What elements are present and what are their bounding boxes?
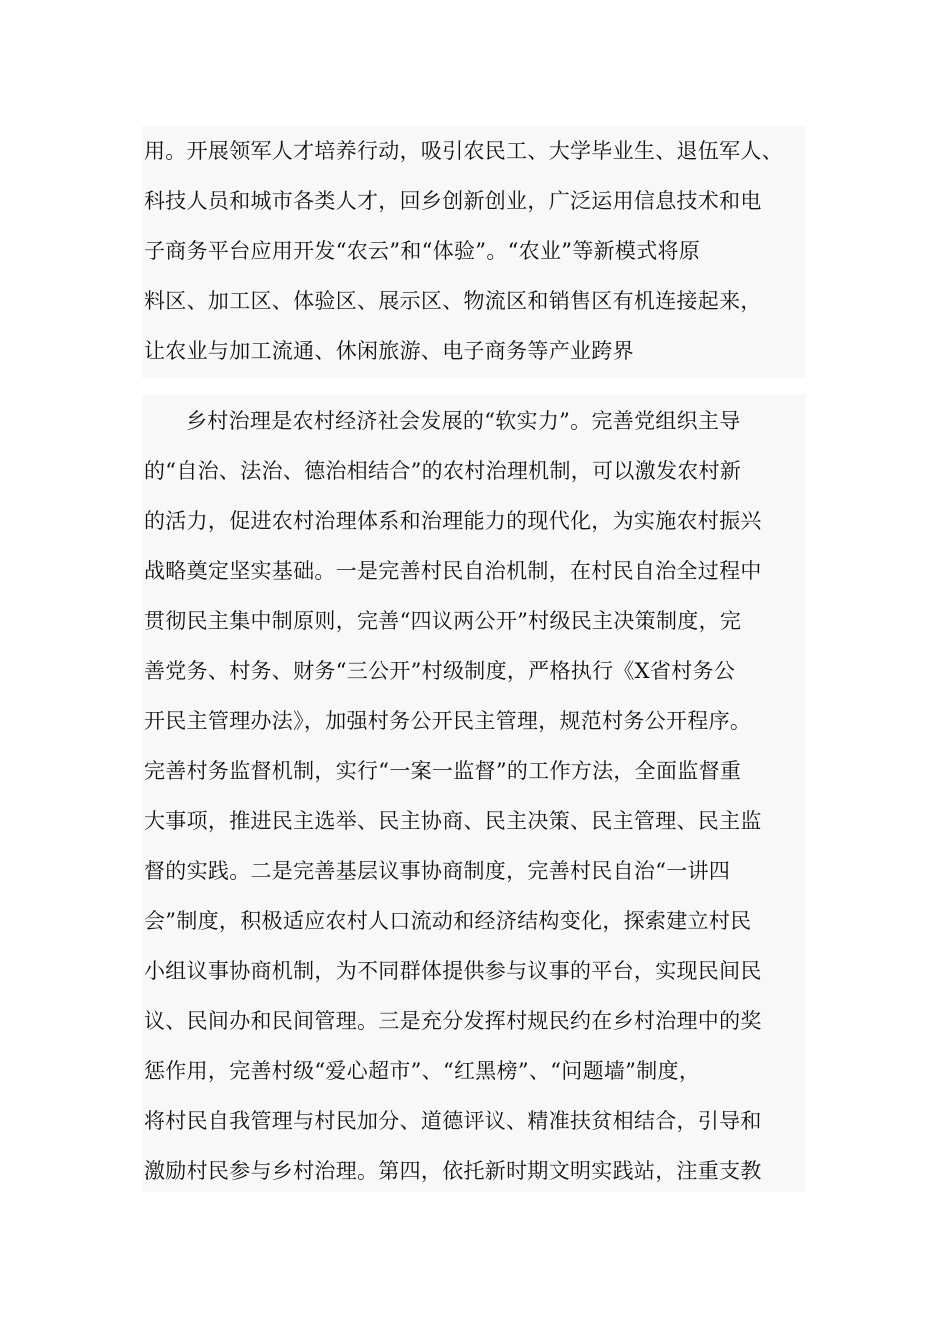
paragraph-1-line-5: 让农业与加工流通、休闲旅游、电子商务等产业跨界: [144, 339, 634, 363]
paragraph-2-line-16: 激励村民参与乡村治理。第四，依托新时期文明实践站，注重支教: [144, 1159, 762, 1183]
paragraph-2-line-1: 乡村治理是农村经济社会发展的“软实力”。完善党组织主导: [186, 409, 741, 433]
paragraph-2-line-9: 大事项，推进民主选举、民主协商、民主决策、民主管理、民主监: [144, 809, 762, 833]
paragraph-1-line-2: 科技人员和城市各类人才，回乡创新创业，广泛运用信息技术和电: [144, 189, 762, 213]
paragraph-2-line-15: 将村民自我管理与村民加分、道德评议、精准扶贫相结合，引导和: [144, 1109, 762, 1133]
paragraph-2-line-4: 战略奠定坚实基础。一是完善村民自治机制，在村民自治全过程中: [144, 559, 762, 583]
paragraph-1: [142, 126, 806, 378]
paragraph-1-line-1: 用。开展领军人才培养行动，吸引农民工、大学毕业生、退伍军人、: [144, 139, 783, 163]
paragraph-2-line-6: 善党务、村务、财务“三公开”村级制度，严格执行《X省村务公: [144, 659, 736, 683]
paragraph-2-line-10: 督的实践。二是完善基层议事协商制度，完善村民自治“一讲四: [144, 859, 731, 883]
paragraph-2-line-7: 开民主管理办法》，加强村务公开民主管理，规范村务公开程序。: [144, 709, 752, 733]
paragraph-2-line-12: 小组议事协商机制，为不同群体提供参与议事的平台，实现民间民: [144, 959, 762, 983]
paragraph-2-line-8: 完善村务监督机制，实行“一案一监督”的工作方法，全面监督重: [144, 759, 742, 783]
paragraph-2-line-13: 议、民间办和民间管理。三是充分发挥村规民约在乡村治理中的奖: [144, 1009, 762, 1033]
paragraph-1-line-3: 子商务平台应用开发“农云”和“体验”。“农业”等新模式将原: [144, 239, 701, 263]
paragraph-1-line-4: 料区、加工区、体验区、展示区、物流区和销售区有机连接起来，: [144, 289, 762, 313]
paragraph-2-line-11: 会”制度，积极适应农村人口流动和经济结构变化，探索建立村民: [144, 909, 752, 933]
paragraph-2-line-2: 的“自治、法治、德治相结合”的农村治理机制，可以激发农村新: [144, 459, 742, 483]
paragraph-2-line-3: 的活力，促进农村治理体系和治理能力的现代化，为实施农村振兴: [144, 509, 762, 533]
paragraph-2-line-5: 贯彻民主集中制原则，完善“四议两公开”村级民主决策制度，完: [144, 609, 742, 633]
paragraph-2: [142, 394, 806, 1192]
paragraph-2-line-14: 惩作用，完善村级“爱心超市”、“红黑榜”、“问题墙”制度，: [144, 1059, 701, 1083]
